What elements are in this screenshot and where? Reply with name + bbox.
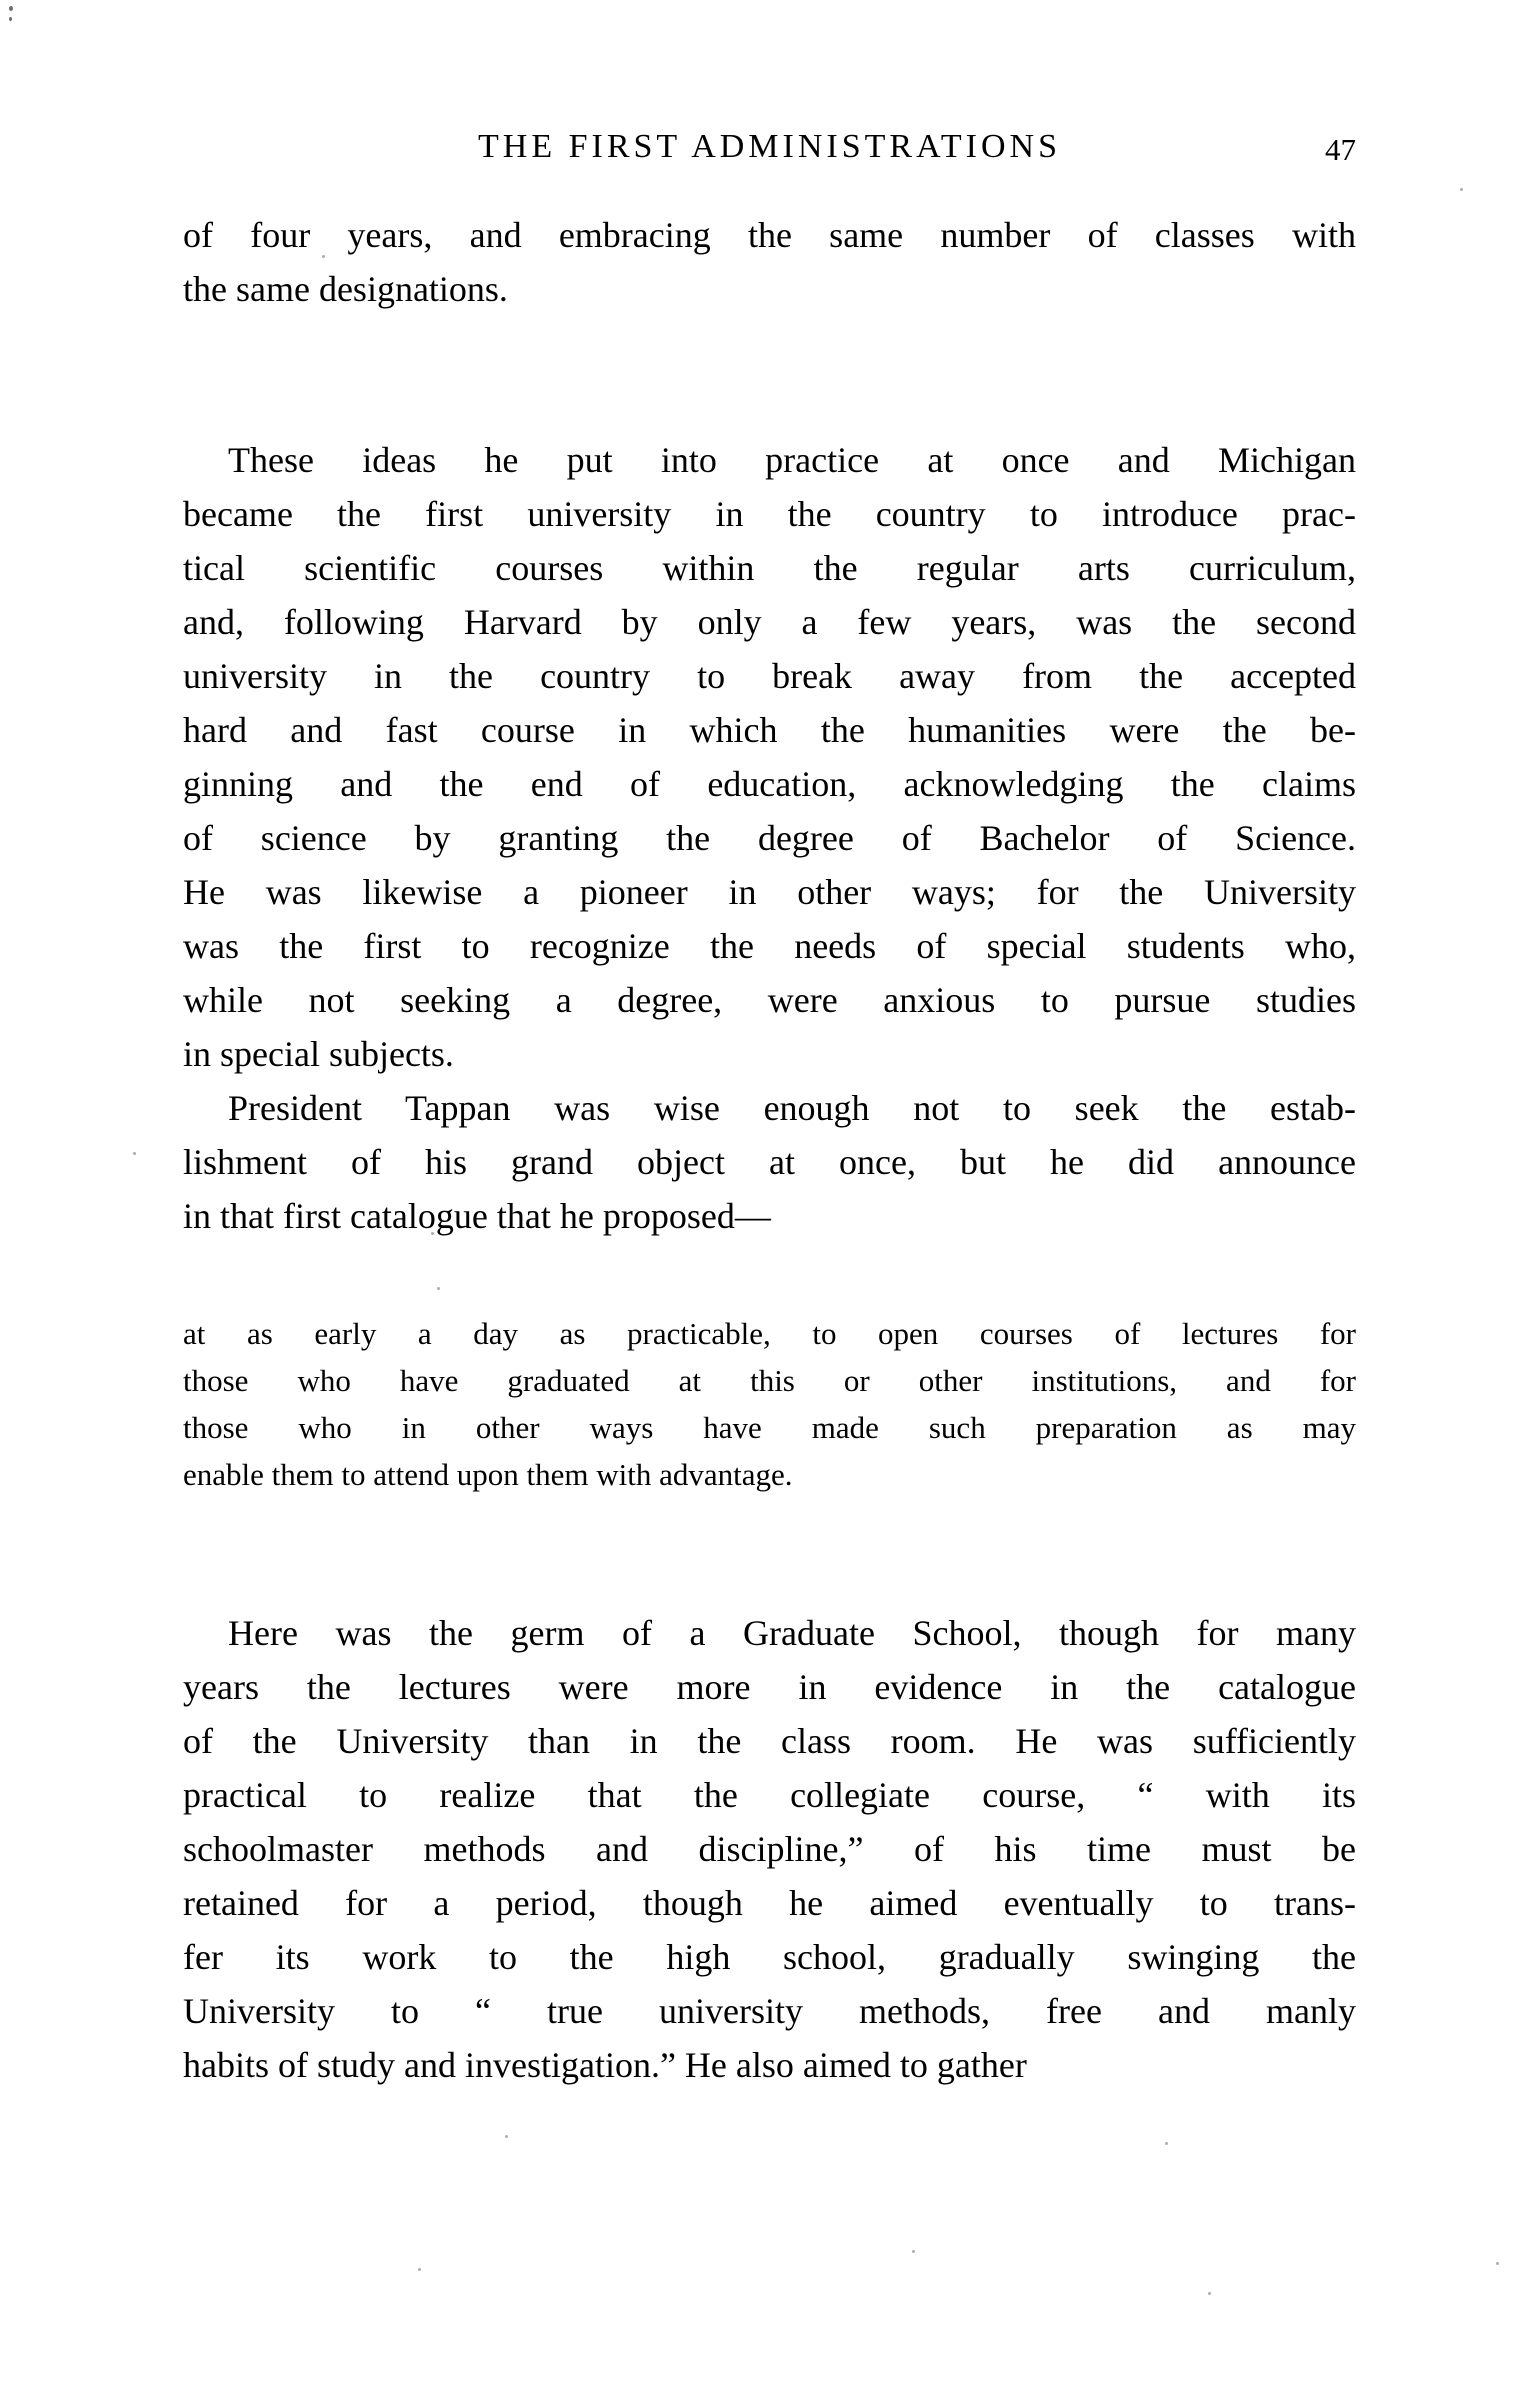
text-line: schoolmaster methods and discipline,” of his time must be (183, 1829, 1356, 1869)
scan-speckle (1165, 2142, 1168, 2145)
text-line: years the lectures were more in evidence in the catalogue (183, 1667, 1356, 1707)
text-line: tical scientific courses within the regular arts curriculum, (183, 548, 1356, 588)
text-line: the same designations. (183, 269, 508, 309)
scan-speckle (322, 255, 325, 258)
text-line: became the first university in the country to introduce prac- (183, 494, 1356, 534)
scan-speckle (1496, 2262, 1499, 2265)
text-line: practical to realize that the collegiate course, “ with its (183, 1775, 1356, 1815)
page-number: 47 (1325, 132, 1356, 167)
text-line: while not seeking a degree, were anxious to pursue studies (183, 980, 1356, 1020)
scan-speckle (1460, 188, 1463, 191)
text-line: ginning and the end of education, acknowledging the claims (183, 764, 1356, 804)
page-body (183, 208, 1356, 2092)
text-line: in special subjects. (183, 1034, 454, 1074)
text-line: of four years, and embracing the same number of classes with (183, 215, 1356, 255)
scan-speckle (431, 1232, 434, 1235)
paragraph (183, 1606, 1356, 2092)
text-line: and, following Harvard by only a few years, was the second (183, 602, 1356, 642)
text-line: those who have graduated at this or other institutions, and for (183, 1363, 1356, 1398)
text-line: lishment of his grand object at once, but he did announce (183, 1142, 1356, 1182)
running-title: THE FIRST ADMINISTRATIONS (478, 128, 1061, 165)
scan-speckle (9, 6, 13, 11)
paragraph (183, 208, 1356, 316)
text-line: at as early a day as practicable, to open courses of lectures for (183, 1316, 1356, 1351)
text-line: university in the country to break away from the accepted (183, 656, 1356, 696)
text-line: was the first to recognize the needs of special students who, (183, 926, 1356, 966)
scan-speckle (912, 2250, 915, 2253)
text-line: He was likewise a pioneer in other ways; for the University (183, 872, 1356, 912)
scan-speckle (418, 2268, 421, 2271)
text-line: of science by granting the degree of Bachelor of Science. (183, 818, 1356, 858)
scan-speckle (437, 1287, 440, 1290)
text-line: of the University than in the class room. He was sufficiently (183, 1721, 1356, 1761)
text-line: those who in other ways have made such preparation as may (183, 1410, 1356, 1445)
text-line: enable them to attend upon them with advantage. (183, 1457, 793, 1492)
text-line: These ideas he put into practice at once and Michigan (228, 440, 1356, 480)
block-quote (183, 1310, 1356, 1498)
page-header (183, 128, 1356, 172)
text-line: hard and fast course in which the humanities were the be- (183, 710, 1356, 750)
text-line: University to “ true university methods, free and manly (183, 1991, 1356, 2031)
scan-speckle (505, 2135, 508, 2138)
text-line: retained for a period, though he aimed eventually to trans- (183, 1883, 1356, 1923)
paragraph (183, 433, 1356, 1081)
text-line: Here was the germ of a Graduate School, though for many (228, 1613, 1356, 1653)
text-line: President Tappan was wise enough not to seek the estab- (228, 1088, 1356, 1128)
scan-speckle (133, 1152, 136, 1155)
scan-speckle (9, 17, 12, 21)
text-line: in that first catalogue that he proposed— (183, 1196, 771, 1236)
text-line: habits of study and investigation.” He also aimed to gather (183, 2045, 1027, 2085)
text-line: fer its work to the high school, gradually swinging the (183, 1937, 1356, 1977)
scan-speckle (1208, 2292, 1211, 2295)
paragraph (183, 1081, 1356, 1243)
